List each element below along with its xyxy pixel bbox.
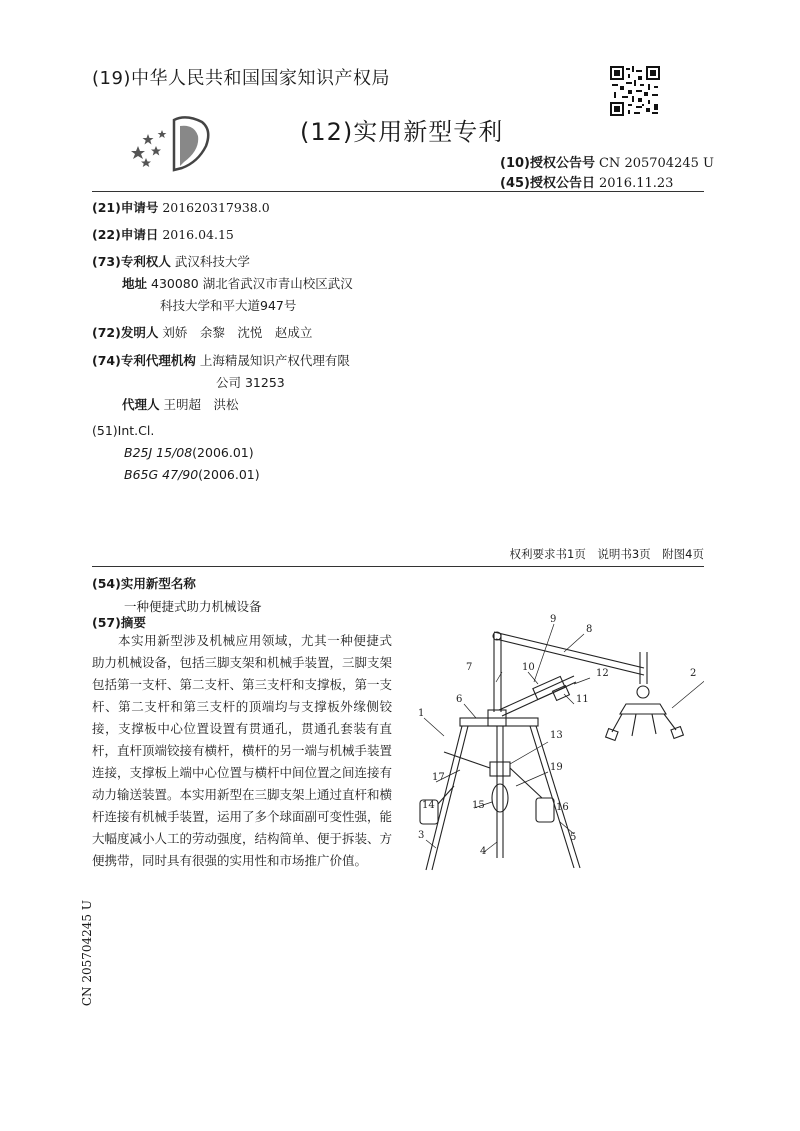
ipc-row-1 [124,445,254,460]
publication-number-row [500,152,714,171]
inventors-row [92,323,312,341]
figure-reference-2: 2 [690,668,697,679]
agency-line-2: 公司 31253 [216,375,285,390]
application-date-value: 2016.04.15 [162,227,234,242]
figure-reference-11: 11 [576,694,589,705]
ipc-version-1: (2006.01) [192,445,254,460]
figure-reference-17: 17 [432,772,445,783]
title-section-label: (54)实用新型名称 [92,576,196,591]
figure-reference-15: 15 [472,800,485,811]
address-row [122,274,353,292]
figure-reference-6: 6 [456,694,463,705]
agent-value: 王明超 洪松 [163,397,239,412]
application-number-value: 201620317938.0 [162,200,270,215]
publication-number-label: (10)授权公告号 [500,156,595,171]
ipc-code-1: B25J 15/08 [124,445,193,460]
ipc-row-2 [124,467,260,482]
agent-label: 代理人 [122,397,160,412]
figure-reference-16: 16 [556,802,569,813]
qr-code-icon [610,66,660,116]
publication-date-row [500,172,673,191]
application-date-row [92,225,234,243]
agency-label: (74)专利代理机构 [92,353,196,368]
application-number-row [92,198,270,216]
application-number-label: (21)申请号 [92,200,159,215]
publication-date-label: (45)授权公告日 [500,176,595,191]
figure-reference-3: 3 [418,830,425,841]
publication-date-value: 2016.11.23 [598,176,674,191]
figure-reference-13: 13 [550,730,563,741]
figure-reference-14: 14 [422,800,435,811]
agency-row [92,351,350,369]
publication-number-value: CN 205704245 U [598,156,714,171]
figure-reference-7: 7 [466,662,473,673]
ipc-version-2: (2006.01) [198,467,260,482]
figure-reference-5: 5 [570,832,577,843]
device-drawing [404,612,704,902]
abstract-text: 本实用新型涉及机械应用领域，尤其一种便捷式助力机械设备，包括三脚支架和机械手装置，三脚支架包括第一支杆、第二支杆、第三支杆和支撑板，第一支杆、第二支杆和第三支杆的顶端均与支撑板外缘侧铰接，支撑板中心位置设置有贯通孔，贯通孔套装有直杆，直杆顶端铰接有横杆，横杆的另一端与机械手装置连接，支撑板上端中心位置与横杆中间位置之间连接有动力输送装置。本实用新型在三脚支架上通过直杆和横杆连接有机械手装置，运用了多个球面副可变性强，能大幅度减小人工的劳动强度，结构简单、便于拆装、方便携带，同时具有很强的实用性和市场推广价值。 [92,633,393,868]
cnipa-logo-icon [128,112,218,172]
utility-model-title: 一种便捷式助力机械设备 [124,599,262,614]
patentee-row [92,252,250,270]
figure-reference-10: 10 [522,662,535,673]
address-line-2: 科技大学和平大道947号 [160,298,297,313]
patentee-value: 武汉科技大学 [174,254,250,269]
ipc-code-2: B65G 47/90 [124,467,199,482]
figure-reference-12: 12 [596,668,609,679]
body-divider [92,566,704,567]
patentee-label: (73)专利权人 [92,254,171,269]
address-label: 地址 [122,276,148,291]
inventors-label: (72)发明人 [92,325,159,340]
header-divider [92,191,704,192]
figure-reference-19: 19 [550,762,563,773]
abstract-label: (57)摘要 [92,615,146,630]
pages-info: 权利要求书1页 说明书3页 附图4页 [509,547,704,561]
side-publication-code: CN 205704245 U [80,900,94,1007]
figure-reference-1: 1 [418,708,425,719]
intcl-label: (51)Int.Cl. [92,423,155,438]
address-line-1: 430080 湖北省武汉市青山校区武汉 [151,276,353,291]
agent-row [122,395,239,413]
office-name: (19)中华人民共和国国家知识产权局 [92,68,390,89]
agency-line-1: 上海精晟知识产权代理有限 [199,353,350,368]
figure-reference-9: 9 [550,614,557,625]
application-date-label: (22)申请日 [92,227,159,242]
figure-reference-8: 8 [586,624,593,635]
figure-reference-4: 4 [480,846,487,857]
document-type: (12)实用新型专利 [300,118,504,146]
inventors-value: 刘娇 余黎 沈悦 赵成立 [162,325,313,340]
